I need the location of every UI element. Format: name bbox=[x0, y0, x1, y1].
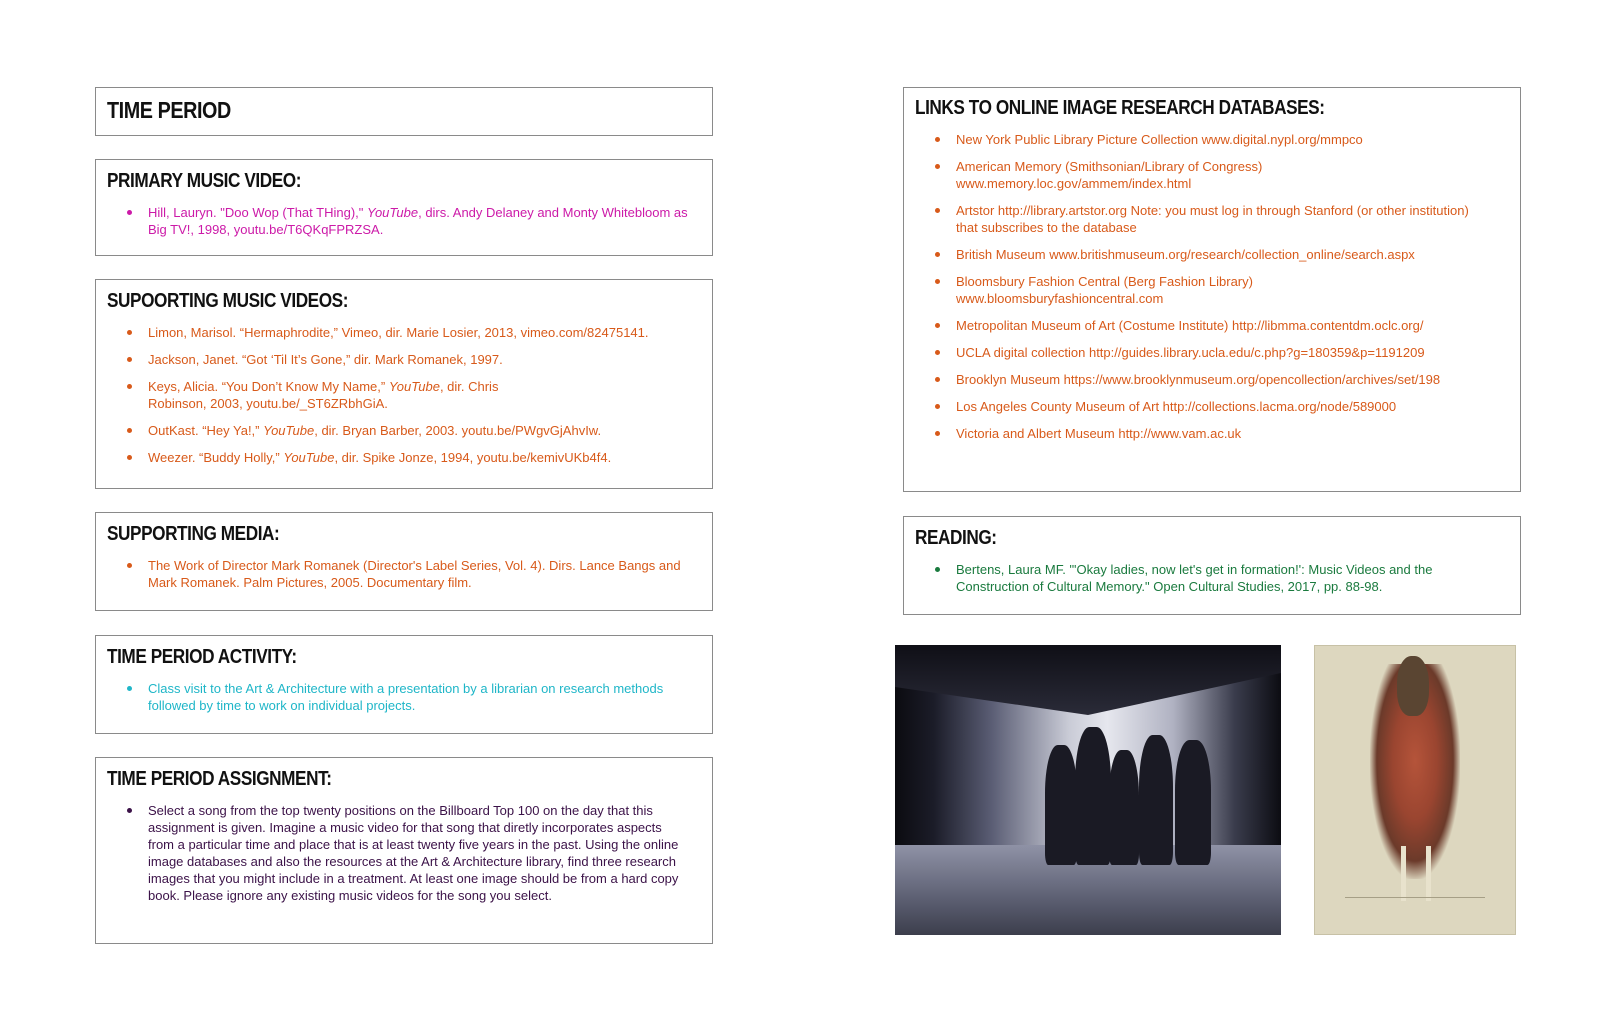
list-item[interactable]: Bloomsbury Fashion Central (Berg Fashion Library) www.bloomsburyfashioncentral.com bbox=[904, 273, 1509, 307]
time-period-assignment-title: TIME PERIOD ASSIGNMENT: bbox=[107, 768, 332, 790]
supporting-music-videos-box bbox=[95, 279, 713, 489]
list-item[interactable]: UCLA digital collection http://guides.library.ucla.edu/c.php?g=180359&p=1191209 bbox=[904, 344, 1509, 361]
links-box bbox=[903, 87, 1521, 492]
supporting-media-title: SUPPORTING MEDIA: bbox=[107, 523, 280, 545]
reading-title: READING: bbox=[915, 527, 997, 549]
list-item: Class visit to the Art & Architecture with a presentation by a librarian on research methods followed by time to work on individual projects. bbox=[96, 680, 701, 714]
time-period-assignment-box bbox=[95, 757, 713, 944]
primary-music-video-box bbox=[95, 159, 713, 256]
list-item[interactable]: American Memory (Smithsonian/Library of Congress) www.memory.loc.gov/ammem/index.html bbox=[904, 158, 1509, 192]
silhouette-figure bbox=[1175, 740, 1211, 865]
list-item: Keys, Alicia. “You Don’t Know My Name,” YouTube, dir. Chris Robinson, 2003, youtu.be/_ST6ZRbhGiA. bbox=[96, 378, 701, 412]
list-item[interactable]: Metropolitan Museum of Art (Costume Institute) http://libmma.contentdm.oclc.org/ bbox=[904, 317, 1509, 334]
silhouette-figure bbox=[1139, 735, 1173, 865]
time-period-activity-box bbox=[95, 635, 713, 734]
links-title: LINKS TO ONLINE IMAGE RESEARCH DATABASES: bbox=[915, 97, 1325, 119]
list-item: Select a song from the top twenty positions on the Billboard Top 100 on the day that this assignment is given. Imagine a music video for that song that diretly incorporates aspects from a particular time and place that is at least twenty five years in the past. Using the online image databases and also the resources at the Art & Architecture library, find three research images that you might include in a treatment. At least one image should be from a hard copy book. Please ignore any existing music videos for the song you select. bbox=[96, 802, 691, 904]
primary-music-video-list bbox=[96, 204, 701, 238]
list-item[interactable]: New York Public Library Picture Collection www.digital.nypl.org/mmpco bbox=[904, 131, 1509, 148]
links-list bbox=[904, 131, 1509, 442]
supporting-media-list bbox=[96, 557, 701, 591]
supporting-media-box bbox=[95, 512, 713, 611]
list-item: Limon, Marisol. “Hermaphrodite,” Vimeo, dir. Marie Losier, 2013, vimeo.com/82475141. bbox=[96, 324, 701, 341]
engraving-caption-line bbox=[1345, 897, 1485, 912]
reading-box bbox=[903, 516, 1521, 615]
time-period-box bbox=[95, 87, 713, 136]
silhouette-figure bbox=[1045, 745, 1077, 865]
list-item: Jackson, Janet. “Got ‘Til It’s Gone,” dir. Mark Romanek, 1997. bbox=[96, 351, 701, 368]
list-item: OutKast. “Hey Ya!,” YouTube, dir. Bryan Barber, 2003. youtu.be/PWgvGjAhvIw. bbox=[96, 422, 701, 439]
music-video-still-image bbox=[895, 645, 1281, 935]
list-item[interactable]: Artstor http://library.artstor.org Note: you must log in through Stanford (or other institution) that subscribes to the database bbox=[904, 202, 1509, 236]
supporting-music-videos-list bbox=[96, 324, 701, 466]
list-item[interactable]: British Museum www.britishmuseum.org/research/collection_online/search.aspx bbox=[904, 246, 1509, 263]
reading-list bbox=[904, 561, 1509, 595]
silhouette-figure bbox=[1075, 727, 1111, 865]
time-period-assignment-list bbox=[96, 802, 701, 904]
list-item: The Work of Director Mark Romanek (Director's Label Series, Vol. 4). Dirs. Lance Bangs and Mark Romanek. Palm Pictures, 2005. Documentary film. bbox=[96, 557, 701, 591]
list-item: Bertens, Laura MF. "'Okay ladies, now let's get in formation!': Music Videos and the Construction of Cultural Memory." Open Cultural Studies, 2017, pp. 88-98. bbox=[904, 561, 1509, 595]
time-period-activity-list bbox=[96, 680, 701, 714]
supporting-music-videos-title: SUPOORTING MUSIC VIDEOS: bbox=[107, 290, 349, 312]
list-item[interactable]: Victoria and Albert Museum http://www.vam.ac.uk bbox=[904, 425, 1509, 442]
corridor-ceiling bbox=[895, 645, 1281, 715]
list-item: Weezer. “Buddy Holly,” YouTube, dir. Spike Jonze, 1994, youtu.be/kemivUKb4f4. bbox=[96, 449, 701, 466]
wig-head bbox=[1397, 656, 1429, 716]
list-item[interactable]: Brooklyn Museum https://www.brooklynmuseum.org/opencollection/archives/set/198 bbox=[904, 371, 1509, 388]
primary-music-video-title: PRIMARY MUSIC VIDEO: bbox=[107, 170, 301, 192]
costume-illustration-image bbox=[1314, 645, 1516, 935]
time-period-activity-title: TIME PERIOD ACTIVITY: bbox=[107, 646, 297, 668]
silhouette-figure bbox=[1109, 750, 1139, 865]
list-item: Hill, Lauryn. "Doo Wop (That THing)," YouTube, dirs. Andy Delaney and Monty Whitebloom as Big TV!, 1998, youtu.be/T6QKqFPRZSA. bbox=[96, 204, 701, 238]
time-period-title: TIME PERIOD bbox=[107, 97, 231, 123]
figure-legs bbox=[1401, 846, 1431, 901]
list-item[interactable]: Los Angeles County Museum of Art http://collections.lacma.org/node/589000 bbox=[904, 398, 1509, 415]
